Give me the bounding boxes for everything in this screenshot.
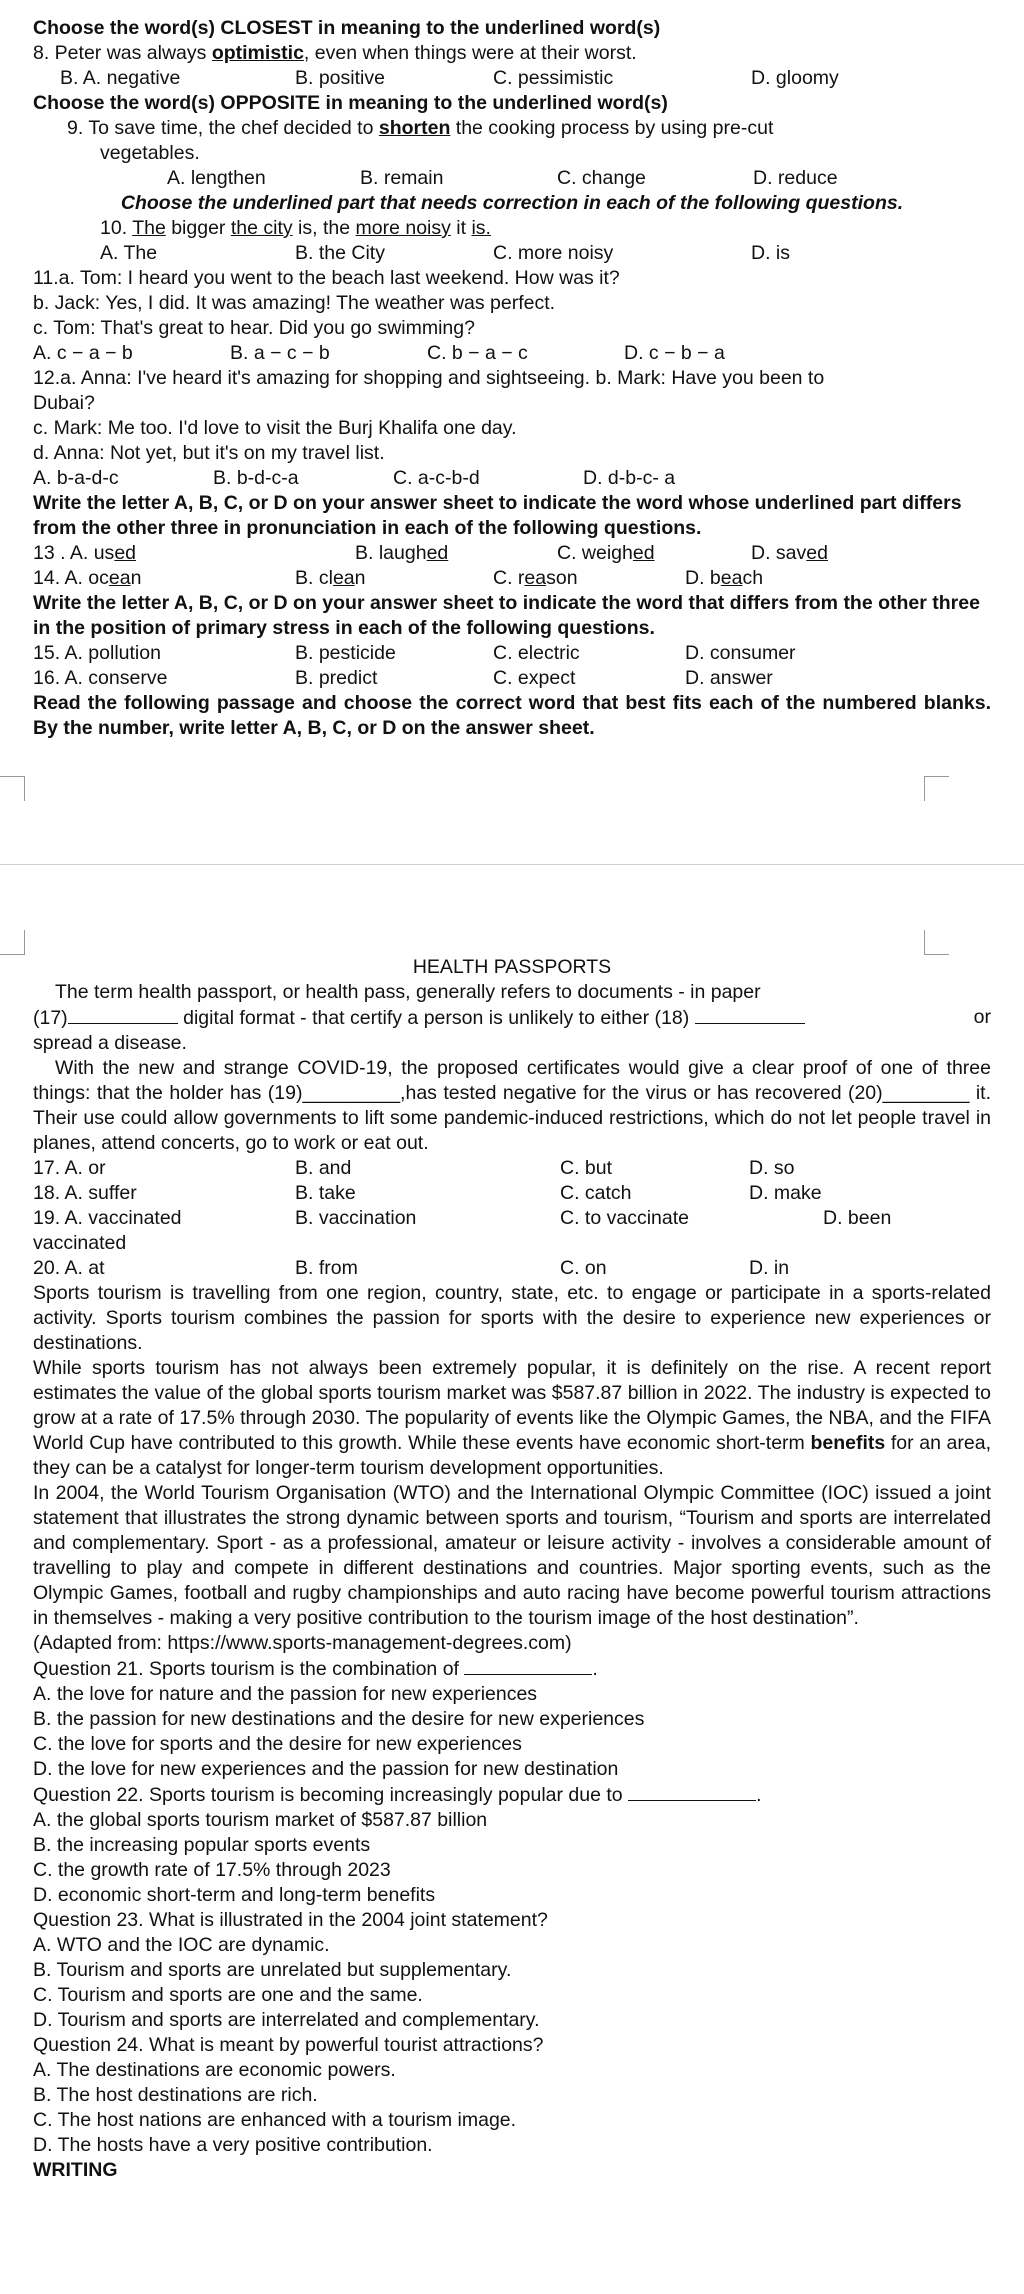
option-b: B. pesticide [295, 642, 396, 664]
q12-line-c: c. Mark: Me too. I'd love to visit the Burj Khalifa one day. [33, 417, 517, 439]
q21-option-d: D. the love for new experiences and the passion for new destination [33, 1758, 619, 1780]
option-d: D. answer [685, 667, 773, 689]
option-d: D. so [749, 1157, 795, 1179]
stress-heading: Write the letter A, B, C, or D on your answer sheet to indicate the word that differs from the other three in the position of primary stress in each of the following questions. [33, 592, 980, 639]
q24-option-a: A. The destinations are economic powers. [33, 2059, 396, 2081]
question-21-stem: Question 21. Sports tourism is the combination of . [33, 1658, 598, 1680]
option-a: 13 . A. used [33, 542, 137, 564]
sports-paragraph-1: Sports tourism is travelling from one region, country, state, etc. to engage or participate in a sports-related activity. Sports tourism combines the passion for sports with the desire to experience new experiences or destinations. [33, 1282, 991, 1354]
option-c: C. pessimistic [493, 67, 614, 89]
q11-line-b: b. Jack: Yes, I did. It was amazing! The weather was perfect. [33, 292, 556, 314]
question-22-stem: Question 22. Sports tourism is becoming increasingly popular due to . [33, 1784, 762, 1806]
question-10: 10. The bigger the city is, the more noisy it is. [100, 217, 491, 239]
option-c: C. weighed [557, 542, 655, 564]
crop-mark-top-left [0, 776, 25, 801]
option-d: D. in [749, 1257, 790, 1279]
option-b: B. predict [295, 667, 378, 689]
opposite-heading: Choose the word(s) OPPOSITE in meaning to the underlined word(s) [33, 92, 668, 114]
crop-mark-top-right [924, 776, 949, 801]
sports-paragraph-3: In 2004, the World Tourism Organisation (WTO) and the International Olympic Committee (IOC) issued a joint statement that illustrates the strong dynamic between sports and tourism, “Tourism and sports are interrelated and complementary. Sport - as a professional, amateur or leisure activity - involves a considerable amount of travelling to play and compete in different destinations and countries. Major sporting events, such as the Olympic Games, football and rugby championships and auto racing have become powerful tourism attractions in themselves - making a very positive contribution to the tourism image of the host destination”. [33, 1482, 991, 1629]
option-a: 19. A. vaccinated [33, 1207, 182, 1229]
option-b: B. the City [295, 242, 385, 264]
option-a: 14. A. ocean [33, 567, 142, 589]
q23-option-c: C. Tourism and sports are one and the same. [33, 1984, 423, 2006]
q12-line-a2: Dubai? [33, 392, 95, 414]
health-paragraph-1b: (17) digital format - that certify a person is unlikely to either (18) or [33, 1006, 991, 1029]
q23-option-b: B. Tourism and sports are unrelated but supplementary. [33, 1959, 512, 1981]
q24-option-d: D. The hosts have a very positive contribution. [33, 2134, 433, 2156]
option-b: B. laughed [355, 542, 449, 564]
option-a: A. b-a-d-c [33, 467, 119, 489]
option-d: D. c − b − a [624, 342, 725, 364]
option-d: D. consumer [685, 642, 796, 664]
q12-options [33, 466, 991, 491]
crop-mark-bottom-left [0, 930, 25, 955]
option-b: B. b-d-c-a [213, 467, 299, 489]
option-a: A. The [100, 242, 158, 264]
option-b: B. from [295, 1257, 358, 1279]
option-c: C. a-c-b-d [393, 467, 480, 489]
option-a: 20. A. at [33, 1257, 105, 1279]
underlined-word: shorten [378, 117, 451, 139]
option-c: C. change [557, 167, 646, 189]
passage-instructions: Read the following passage and choose the correct word that best fits each of the numbered blanks. By the number, write letter A, B, C, or D on the answer sheet. [33, 692, 991, 739]
question-15 [33, 641, 991, 666]
option-d: D. gloomy [751, 67, 839, 89]
option-b: B. remain [360, 167, 444, 189]
question-14 [33, 566, 991, 591]
blank-17 [68, 1005, 178, 1024]
worksheet-top [0, 16, 1024, 741]
option-d: D. saved [751, 542, 828, 564]
option-d: D. d-b-c- a [583, 467, 676, 489]
option-b: B. vaccination [295, 1207, 417, 1229]
question-9-line2: vegetables. [100, 142, 200, 164]
source-citation: (Adapted from: https://www.sports-management-degrees.com) [33, 1632, 572, 1654]
passage-title: HEALTH PASSPORTS [412, 956, 612, 978]
question-17 [33, 1156, 991, 1181]
option-d: D. make [749, 1182, 822, 1204]
option-c: C. to vaccinate [560, 1207, 689, 1229]
option-d: D. reduce [753, 167, 838, 189]
q12-line-a: 12.a. Anna: I've heard it's amazing for shopping and sightseeing. b. Mark: Have you been to [33, 367, 825, 389]
q24-option-c: C. The host nations are enhanced with a tourism image. [33, 2109, 517, 2131]
option-b: B. positive [295, 67, 385, 89]
q22-option-c: C. the growth rate of 17.5% through 2023 [33, 1859, 391, 1881]
question-24-stem: Question 24. What is meant by powerful tourist attractions? [33, 2034, 544, 2056]
q22-option-d: D. economic short-term and long-term benefits [33, 1884, 436, 1906]
option-c: C. but [560, 1157, 613, 1179]
q22-option-b: B. the increasing popular sports events [33, 1834, 371, 1856]
question-20 [33, 1256, 991, 1281]
option-c: C. reason [493, 567, 578, 589]
option-a: 18. A. suffer [33, 1182, 137, 1204]
writing-heading: WRITING [33, 2159, 118, 2181]
option-a: 17. A. or [33, 1157, 106, 1179]
q12-line-d: d. Anna: Not yet, but it's on my travel list. [33, 442, 385, 464]
option-b: B. a − c − b [230, 342, 330, 364]
q8-options [33, 66, 991, 91]
option-a: 16. A. conserve [33, 667, 168, 689]
page-divider [0, 864, 1024, 865]
option-b: B. clean [295, 567, 366, 589]
sports-paragraph-2: While sports tourism has not always been extremely popular, it is definitely on the rise. A recent report estimates the value of the global sports tourism market was $587.87 billion in 2022. The industry is expected to grow at a rate of 17.5% through 2030. The popularity of events like the Olympic Games, the NBA, and the FIFA World Cup have contributed to this growth. While these events have economic short-term benefits for an area, they can be a catalyst for longer-term tourism development opportunities. [33, 1357, 992, 1479]
blank-21 [464, 1656, 592, 1675]
option-a: A. c − a − b [33, 342, 133, 364]
worksheet-bottom [0, 955, 1024, 2183]
question-13 [33, 541, 991, 566]
underlined-word: optimistic [211, 42, 304, 64]
blank-18 [695, 1005, 805, 1024]
question-18 [33, 1181, 991, 1206]
option-c: C. electric [493, 642, 580, 664]
option-d: D. is [751, 242, 790, 264]
q10-options [33, 241, 991, 266]
option-d: D. been [823, 1207, 892, 1229]
option-a: A. lengthen [167, 167, 266, 189]
question-9: 9. To save time, the chef decided to shorten the cooking process by using pre-cut [67, 117, 774, 139]
option-b: B. take [295, 1182, 356, 1204]
health-paragraph-1a: The term health passport, or health pass, generally refers to documents - in paper [55, 981, 761, 1003]
option-c: C. expect [493, 667, 576, 689]
question-19-continued: vaccinated [33, 1232, 127, 1254]
option-b: B. and [295, 1157, 352, 1179]
option-c: C. more noisy [493, 242, 614, 264]
health-paragraph-2: With the new and strange COVID-19, the proposed certificates would give a clear proof of one of three things: that the holder has (19)_________,has tested negative for the virus or has recovered (20)________ it. Their use could allow governments to lift some pandemic-induced restrictions, which do not let people travel in planes, attend concerts, go to work or eat out. [33, 1057, 991, 1154]
q21-option-b: B. the passion for new destinations and the desire for new experiences [33, 1708, 645, 1730]
q21-option-a: A. the love for nature and the passion for new experiences [33, 1683, 538, 1705]
option-c: C. on [560, 1257, 607, 1279]
q11-line-c: c. Tom: That's great to hear. Did you go swimming? [33, 317, 475, 339]
closest-heading: Choose the word(s) CLOSEST in meaning to the underlined word(s) [33, 17, 661, 39]
q9-options [33, 166, 991, 191]
question-16 [33, 666, 991, 691]
question-8: 8. Peter was always optimistic, even when things were at their worst. [33, 42, 637, 64]
q22-option-a: A. the global sports tourism market of $587.87 billion [33, 1809, 488, 1831]
health-paragraph-1c: spread a disease. [33, 1032, 187, 1054]
option-c: C. catch [560, 1182, 632, 1204]
q23-option-d: D. Tourism and sports are interrelated and complementary. [33, 2009, 540, 2031]
option-a: 15. A. pollution [33, 642, 161, 664]
q23-option-a: A. WTO and the IOC are dynamic. [33, 1934, 330, 1956]
option-c: C. b − a − c [427, 342, 528, 364]
pronunciation-heading: Write the letter A, B, C, or D on your answer sheet to indicate the word whose underlined part differs from the other three in pronunciation in each of the following questions. [33, 492, 962, 539]
q21-option-c: C. the love for sports and the desire for new experiences [33, 1733, 522, 1755]
q11-line-a: 11.a. Tom: I heard you went to the beach last weekend. How was it? [33, 267, 620, 289]
option-d: D. beach [685, 567, 764, 589]
q24-option-b: B. The host destinations are rich. [33, 2084, 318, 2106]
question-23-stem: Question 23. What is illustrated in the 2004 joint statement? [33, 1909, 548, 1931]
option-a: B. A. negative [60, 67, 181, 89]
crop-mark-bottom-right [924, 930, 949, 955]
q11-options [33, 341, 991, 366]
question-19 [33, 1206, 991, 1231]
blank-22 [628, 1782, 756, 1801]
correction-heading: Choose the underlined part that needs correction in each of the following questions. [120, 192, 904, 214]
